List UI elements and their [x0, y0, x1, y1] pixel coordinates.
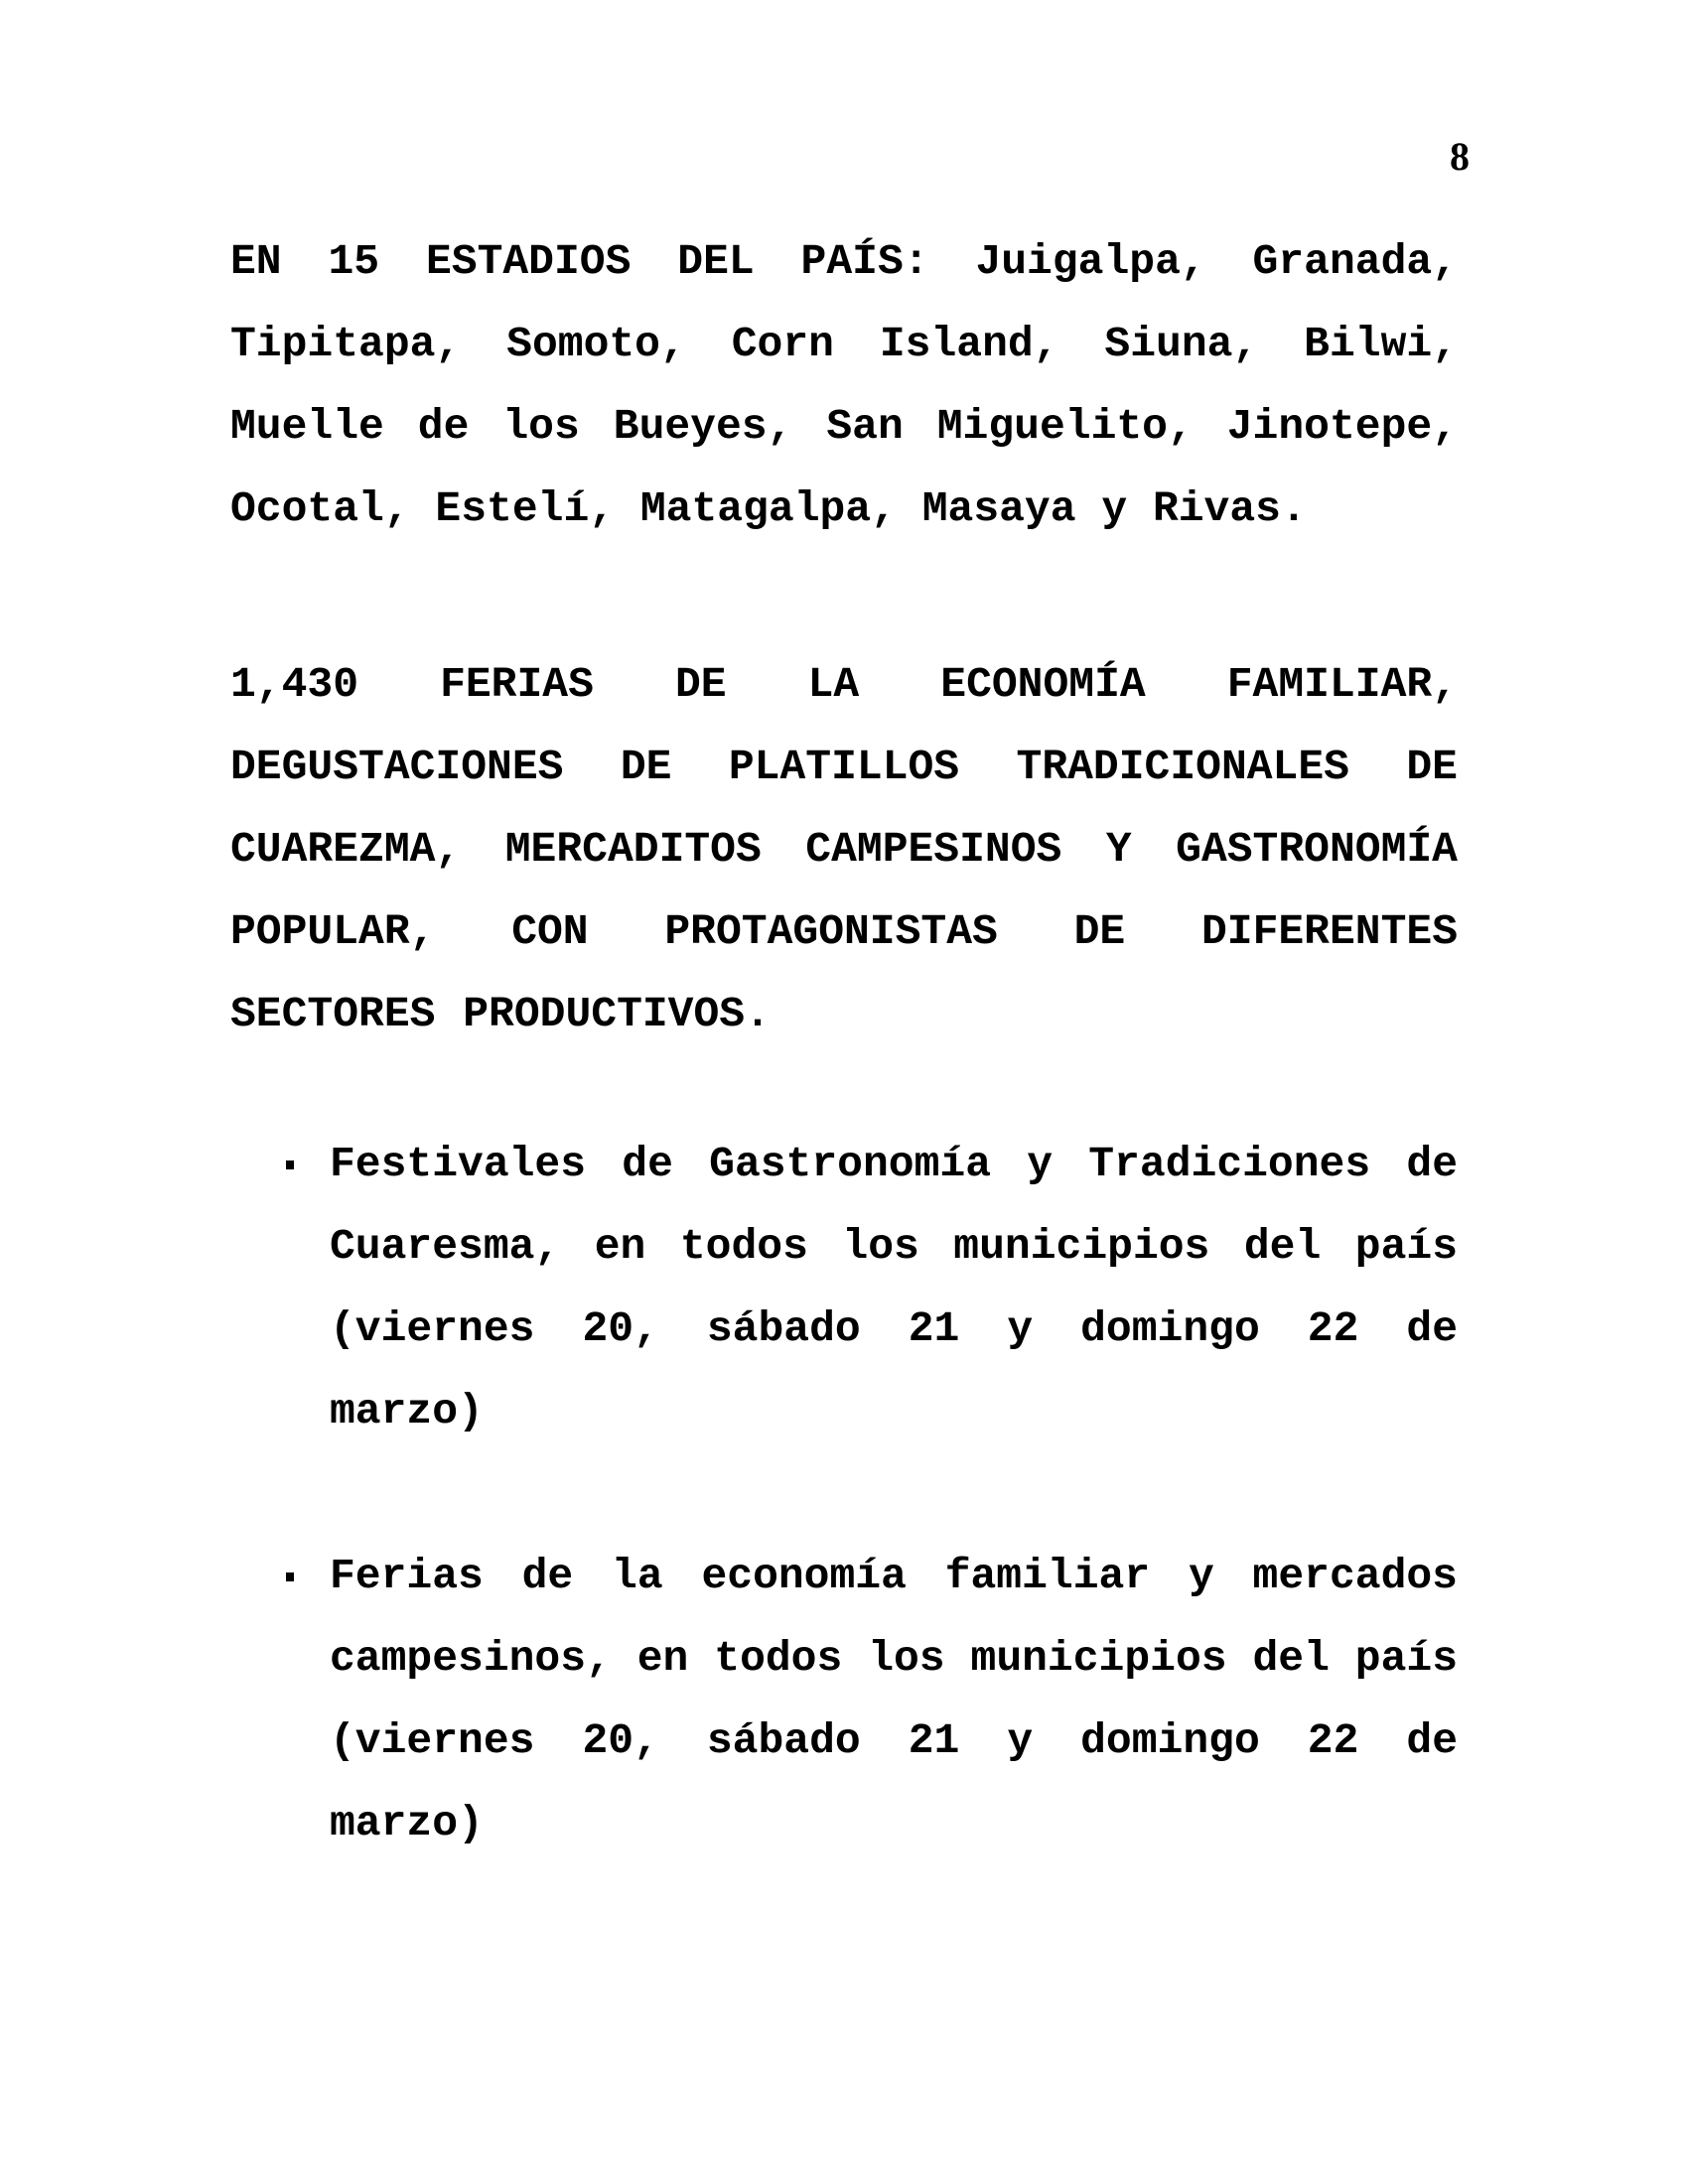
list-item-text: Festivales de Gastronomía y Tradiciones de Cuaresma, en todos los municipios del país (viernes 20, sábado 21 y domingo 22 de marzo)	[330, 1140, 1458, 1435]
list-item	[230, 1123, 1458, 1452]
list-item-text: Ferias de la economía familiar y mercados campesinos, en todos los municipios del país (viernes 20, sábado 21 y domingo 22 de marzo)	[330, 1552, 1458, 1847]
list-item	[230, 1535, 1458, 1864]
paragraph-stadiums: EN 15 ESTADIOS DEL PAÍS: Juigalpa, Granada, Tipitapa, Somoto, Corn Island, Siuna, Bilwi, Muelle de los Bueyes, San Miguelito, Jinotepe, Ocotal, Estelí, Matagalpa, Masaya y Rivas.	[230, 237, 1458, 533]
square-bullet-icon	[286, 1572, 294, 1581]
page-number: 8	[1450, 134, 1470, 179]
paragraph-fairs: 1,430 FERIAS DE LA ECONOMÍA FAMILIAR, DEGUSTACIONES DE PLATILLOS TRADICIONALES DE CUAREZMA, MERCADITOS CAMPESINOS Y GASTRONOMÍA POPULAR, CON PROTAGONISTAS DE DIFERENTES SECTORES PRODUCTIVOS.	[230, 660, 1458, 1038]
square-bullet-icon	[286, 1160, 294, 1169]
